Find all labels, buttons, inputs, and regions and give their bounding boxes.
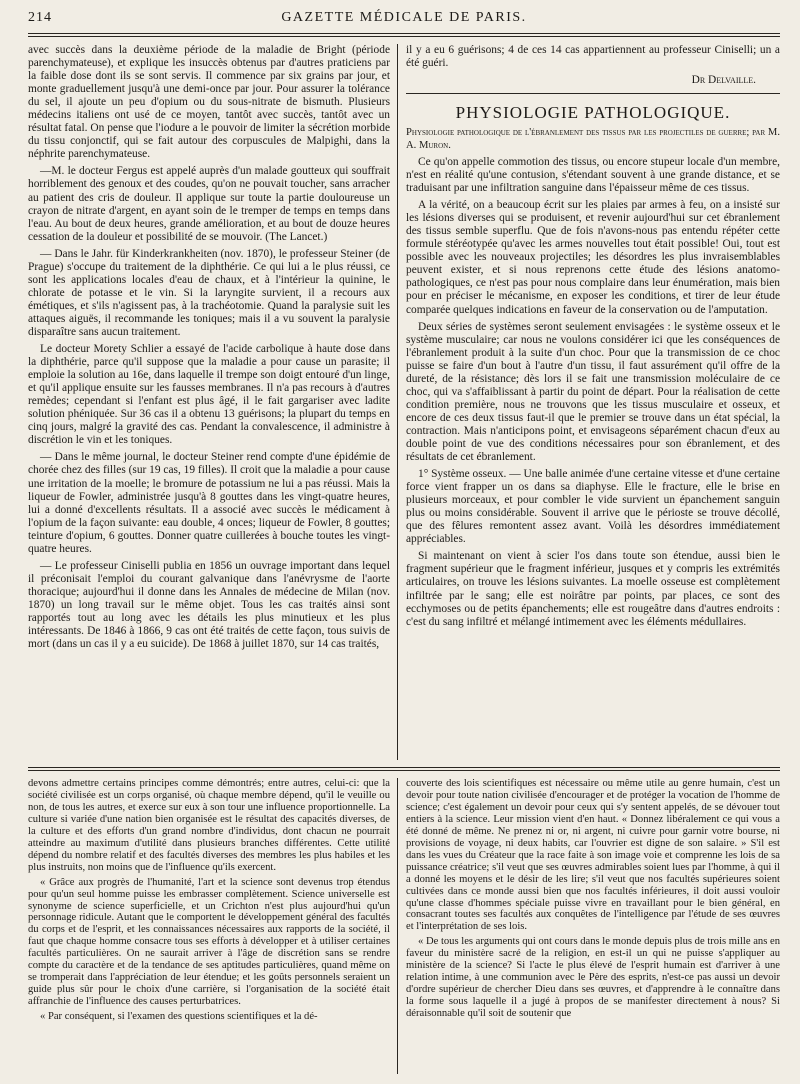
section-title: PHYSIOLOGIE PATHOLOGIQUE. — [455, 103, 731, 123]
article-paragraph: — Dans le même journal, le docteur Steiner rend compte d'une épidémie de chorée chez des filles (sur 19 cas, 19 filles). Il croit que la maladie a pour cause une irritation de la moelle; le bromure de potassium ne lui a pas réussi. Mais la liqueur de Fowler, administrée jusqu'à 8 gouttes dans les vingt-quatre heures, lui a donné d'excellents résultats. Il a associé avec succès le médicament à l'opium de la façon suivante: eau double, 4 onces; liqueur de Fowler, 8 gouttes; teinture d'opium, 6 gouttes. Donner quatre cuillerées à bouche toutes les vingt-quatre heures. — [28, 451, 390, 555]
article-paragraph: A la vérité, on a beaucoup écrit sur les plaies par armes à feu, on a insisté sur les lésions diverses qui se produisent, et revenir aujourd'hui sur cet ébranlement des tissus semble superflu. Que de fois n'avons-nous pas entendu répéter cette formule stéréotypée qu'avec les armes nouvelles tout était possible! Oui, tout est possible avec les nouveaux projectiles; les désordres les plus invraisemblables peuvent exister, et si nous reprenons cette étude des lésions anatomo-pathologiques, ce n'est pas pour nous complaire dans leur énumération, mais bien pour en préciser le mécanisme, en exposer les conditions, et tirer de leur étude comparée quelques indications en faveur de la conservation ou de l'amputation. — [406, 199, 780, 316]
page-header — [28, 10, 780, 30]
feuilleton-paragraph: « Grâce aux progrès de l'humanité, l'art et la science sont devenus trop étendus pour qu'un seul homme puisse les embrasser complètement. Science universelle est synonyme de science superficielle, et un Crichton n'est plus aujourd'hui qu'un personnage ridicule. Autant que le comportent le développement général des facultés du corps et de l'esprit, et les connaissances nécessaires aux rapports de la société, il faut que chaque homme consacre tous ses efforts à développer et à utiliser certaines facultés particulières. On ne saurait arriver à l'âge de discrétion sans se rendre compte du caractère et de la tendance de ses aptitudes particulières, quand même on se tromperait dans l'appréciation de leur étendue; et les goûts personnels seraient un guide plus sûr pour le choix d'une carrière, si l'organisation de la société était affranchie de l'influence des causes perturbatrices. — [28, 876, 390, 1008]
feuilleton-rule — [28, 767, 780, 768]
header-rule — [28, 33, 780, 34]
feuilleton-paragraph: devons admettre certains principes comme démontrés; entre autres, celui-ci: que la société civilisée est un corps organisé, où chaque membre dépend, qu'il le veuille ou non, de tous les autres, et exerce sur eux à son tour une influence proportionnelle. La culture si variée d'une nation bien organisée est le résultat des capacités diverses, de la culture et des efforts d'un grand nombre d'individus, dont chacun ne pourrait atteindre au maximum d'utilité dans plusieurs branches différentes. Cette utilité dépend du nombre relatif et des facultés diverses des membres les plus habiles et les plus instruits, non moins que de l'influence qu'ils exercent. — [28, 778, 390, 873]
page-number: 214 — [28, 10, 52, 25]
article-paragraph: —M. le docteur Fergus est appelé auprès d'un malade goutteux qui souffrait horriblement des genoux et des coudes, qu'on ne pouvait toucher, sans arracher au patient des cris de douleur. Il applique sur toute la partie douloureuse un crayon de nitrate d'argent, en ayant soin de le tremper de temps en temps dans l'eau. Au bout de deux heures, grande amélioration, et au bout de douze heures cessation de la douleur et possibilité de se mouvoir. (The Lancet.) — [28, 165, 390, 243]
article-paragraph: 1° Système osseux. — Une balle animée d'une certaine vitesse et d'une certaine force vient frapper un os dans sa diaphyse. Elle le fracture, elle le brise en plusieurs morceaux, et pour combler le vide survient un épanchement sanguin plus ou moins considérable. Souvent il arrive que le périoste se trouve décollé, que des fêlures remontent assez avant. Voilà les désordres immédiatement appréciables. — [406, 468, 780, 546]
right-column — [406, 44, 780, 764]
left-column — [28, 44, 390, 764]
author-signature: Dr Delvaille. — [691, 74, 756, 87]
feuilleton-rule-thin — [28, 770, 780, 771]
journal-title: GAZETTE MÉDICALE DE PARIS. — [281, 10, 527, 25]
article-subheading: Physiologie pathologique de l'ébranlement des tissus par les projectiles de guerre; par M. A. Muron. — [406, 127, 780, 151]
newspaper-page — [28, 10, 780, 1074]
article-paragraph: il y a eu 6 guérisons; 4 de ces 14 cas appartiennent au professeur Ciniselli; un a été guéri. — [406, 44, 780, 70]
feuilleton-right-column — [406, 778, 780, 1074]
feuilleton-column-divider — [397, 778, 398, 1074]
article-paragraph: avec succès dans la deuxième période de la maladie de Bright (période parenchymateuse), et explique les insuccès obtenus par d'autres praticiens par la faible dose dont ils se sont servis. Il commence par six grains par jour, et monte graduellement jusqu'à une demi-once par jour. Pour assurer la tolérance du sel, il ajoute un peu d'opium ou du sous-nitrate de bismuth. Plusieurs médecins italiens ont usé de ce moyen, tantôt avec succès, tantôt avec un résultat fatal. On pense que l'iodure a le pouvoir de limiter la sécrétion morbide du tissu conjonctif, qui se fait autour des corpuscules de Malpighi, dans la néphrite parenchymateuse. — [28, 44, 390, 161]
feuilleton-left-column — [28, 778, 390, 1074]
feuilleton-paragraph: « Par conséquent, si l'examen des questions scientifiques et la dé- — [40, 1011, 318, 1023]
feuilleton-paragraph: couverte des lois scientifiques est nécessaire ou même utile au genre humain, c'est un devoir pour toute nation civilisée d'encourager et de protéger la vocation de l'homme de science; c'est également un devoir pour ceux qui s'y sentent appelés, de se dévouer tout entiers à la science. Leur mission vient d'en haut. « Donnez libéralement ce qui vous a été donné de même. Ne prenez ni or, ni argent, ni cuivre pour garnir votre bourse, ni provisions de voyage, ni deux habits, car l'ouvrier est digne de son salaire. » S'il est dans les vues du Créateur que la race faite à son image voie et comprenne les lois de sa puissance créatrice; s'il veut que ses œuvres admirables soient lues par l'homme, à qui il a donné les moyens et le désir de les lire; s'il veut que nos facultés supérieures soient cultivées dans ce monde aussi bien que nos facultés inférieures, il doit aussi vouloir qu'une classe d'hommes spéciale puisse vivre en travaillant pour le bien général, en consacrant toutes ses facultés aux conquêtes de l'intelligence par l'étude de ses œuvres et l'interprétation de ses lois. — [406, 778, 780, 933]
feuilleton-paragraph: « De tous les arguments qui ont cours dans le monde depuis plus de trois mille ans en faveur du ministère sacré de la religion, en est-il un qui ne puisse s'appliquer au ministère de la science? Si l'acte le plus élevé de l'esprit humain est d'arriver à une relation intime, à une communion avec le Père des esprits, n'est-ce pas aussi un devoir d'ordre supérieur de chercher Dieu dans ses œuvres, et d'apprendre à le connaître dans la forme sous laquelle il a jugé à propos de se manifester directement à nous? Si déraisonnable qu'il soit de soutenir que — [406, 936, 780, 1020]
feuilleton-section — [28, 778, 780, 1074]
article-paragraph: Deux séries de systèmes seront seulement envisagées : le système osseux et le système musculaire; car nous ne voulons considérer ici que les conséquences de l'ébranlement produit à la suite d'un choc. Pour que la transmission de ce choc puisse se faire d'un bout à l'autre d'un tissu, il faut assurément qu'il offre de la dureté, de la résistance; dès lors il se fait une transmission moléculaire de ce choc, qui va s'affaiblissant à partir du point de départ. Pour la réalisation de cette condition première, nous ne trouvons que les tissus musculaire et osseux, et encore de ces deux tissus faut-il que le premier se trouve dans un état spécial, la contraction. Mais n'anticipons point, et envisageons séparément chacun d'eux au double point de vue des conditions nécessaires pour son ébranlement, et des résultats de cet ébranlement. — [406, 320, 780, 464]
upper-section — [28, 44, 780, 764]
column-divider — [397, 44, 398, 760]
article-paragraph: Le docteur Morety Schlier a essayé de l'acide carbolique à haute dose dans la diphthérie, parce qu'il suppose que la maladie a pour cause un parasite; il emploie la solution au 16e, dans laquelle il trempe son doigt entouré d'un linge, et qu'il applique ensuite sur les fausses membranes. Il n'a pas recours à d'autres remèdes; cependant si l'enfant est plus âgé, il le fait gargariser avec ladite solution phéniquée. Sur 36 cas il a obtenu 13 guérisons; la plupart du temps en cinq jours, malgré la gravité des cas. Pendant la convalescence, il administre à discrétion le vin et les toniques. — [28, 343, 390, 447]
article-paragraph: — Dans le Jahr. für Kinderkrankheiten (nov. 1870), le professeur Steiner (de Prague) s'occupe du traitement de la diphthérie. Ce qui lui a le plus réussi, ce sont les applications locales d'eau de chaux, et à l'intérieur la quinine, le chlorate de potasse et le vin. Si la laryngite survient, il a recours aux émétiques, et s'ils n'agissent pas, à la trachéotomie. Quand la paralysie suit les attaques aiguës, il recommande les toniques; mais il a vu souvent la paralysie disparaître sans aucun traitement. — [28, 247, 390, 338]
section-divider — [406, 93, 780, 94]
header-rule-thin — [28, 36, 780, 37]
article-paragraph: — Le professeur Ciniselli publia en 1856 un ouvrage important dans lequel il préconisait l'emploi du courant galvanique dans l'anévrysme de l'aorte thoracique; aujourd'hui il donne dans les Annales de médecine de Milan (nov. 1870) un long travail sur le même objet. Tous les cas traités ainsi sont rapportés tout au long avec les détails les plus minutieux et les plus intéressants. De 1846 à 1866, 9 cas ont été traités de cette façon, tous suivis de mort (dans un cas il y a eu suicide). De 1868 à juillet 1870, sur 14 cas traités, — [28, 559, 390, 651]
article-paragraph: Si maintenant on vient à scier l'os dans toute son étendue, aussi bien le fragment supérieur que le fragment inférieur, jusques et y compris les extrémités articulaires, on trouve les lésions suivantes. La moelle osseuse est complètement infiltrée par le sang; elle est noirâtre par points, par places, ce sont des ecchymoses ou de petits épanchements; elle est rougeâtre dans d'autres endroits : c'est du sang infiltré et mélangé intimement avec les éléments médullaires. — [406, 550, 780, 628]
article-paragraph: Ce qu'on appelle commotion des tissus, ou encore stupeur locale d'un membre, n'est en réalité qu'une contusion, s'étendant souvent à une grande distance, et se traduisant par une infiltration sanguine dans l'épaisseur même de ces tissus. — [406, 156, 780, 195]
